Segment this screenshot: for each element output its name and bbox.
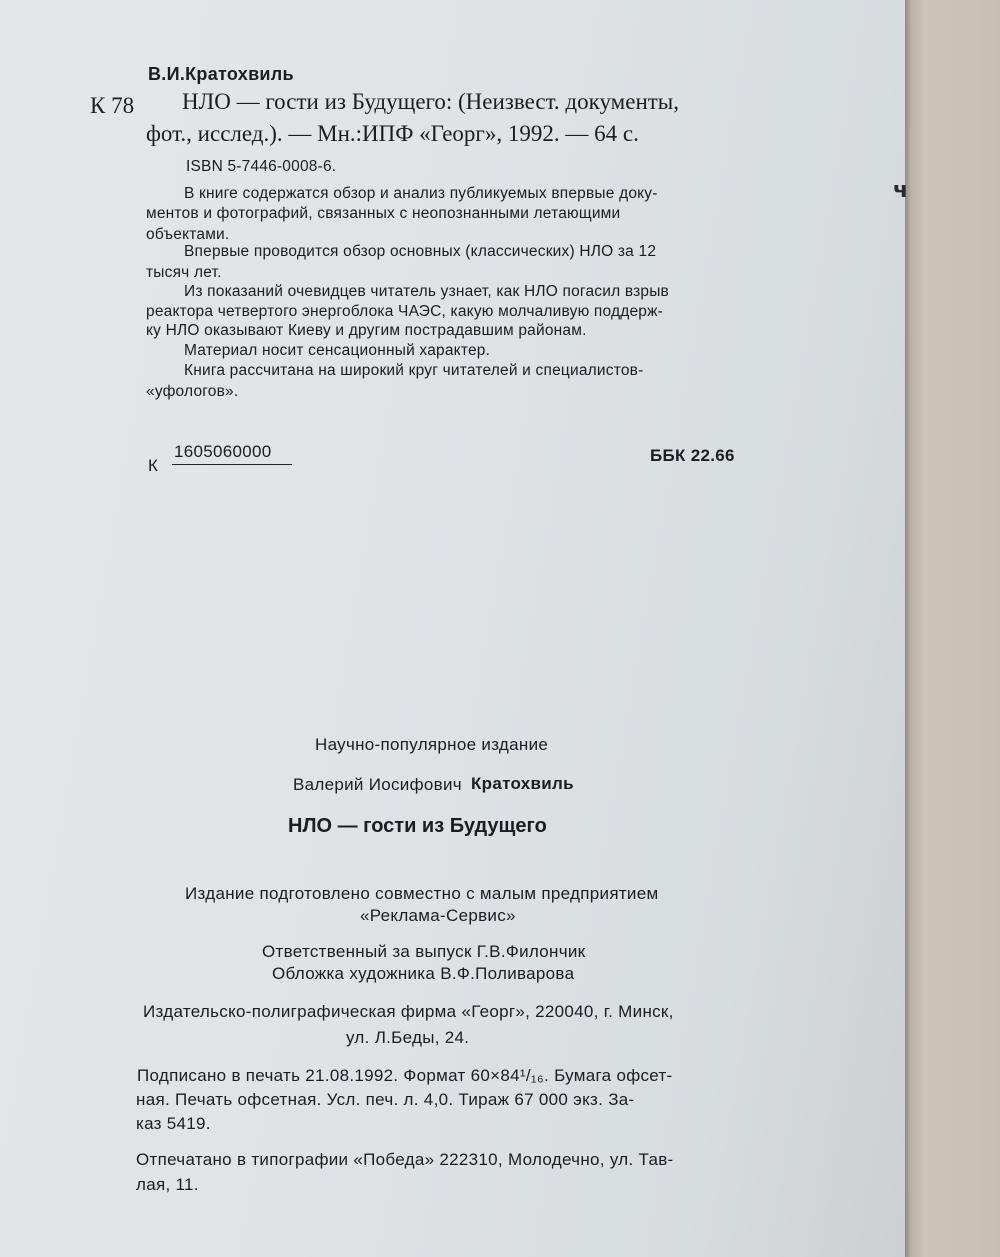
- publisher-line-2: ул. Л.Беды, 24.: [346, 1028, 470, 1047]
- abstract-line: Книга рассчитана на широкий круг читателей и специалистов-: [184, 362, 644, 379]
- index-code: К 78: [90, 93, 135, 118]
- abstract-line: реактора четвертого энергоблока ЧАЭС, какую молчаливую поддерж-: [146, 303, 664, 320]
- cover-artist: Обложка художника В.Ф.Поливарова: [272, 964, 575, 983]
- responsible-editor: Ответственный за выпуск Г.В.Филончик: [262, 942, 586, 961]
- abstract-line: Материал носит сенсационный характер.: [184, 342, 491, 359]
- abstract-line: В книге содержатся обзор и анализ публикуемых впервые доку-: [184, 185, 658, 202]
- abstract-line: Из показаний очевидцев читатель узнает, как НЛО погасил взрыв: [184, 283, 669, 300]
- abstract-line: тысяч лет.: [146, 264, 222, 281]
- prepared-line-2: «Реклама-Сервис»: [360, 906, 516, 925]
- abstract-line: «уфологов».: [146, 383, 239, 400]
- k-number: 1605060000: [174, 442, 272, 461]
- abstract-line: объектами.: [146, 226, 230, 243]
- prepared-line-1: Издание подготовлено совместно с малым предприятием: [185, 884, 659, 903]
- page-edge-mark: ч: [893, 178, 909, 203]
- edition-type: Научно-популярное издание: [315, 735, 549, 754]
- print-info-line-3: каз 5419.: [136, 1114, 211, 1133]
- book-spine-edge: [905, 0, 1000, 1257]
- isbn: ISBN 5-7446-0008-6.: [186, 158, 337, 175]
- print-info-line-1: Подписано в печать 21.08.1992. Формат 60×84¹/₁₆. Бумага офсет-: [137, 1066, 673, 1085]
- bbk-code: ББК 22.66: [650, 446, 735, 465]
- abstract-line: ментов и фотографий, связанных с неопознанными летающими: [146, 205, 621, 222]
- printed-at-line-1: Отпечатано в типографии «Победа» 222310, Молодечно, ул. Тав-: [136, 1150, 674, 1169]
- abstract-line: Впервые проводится обзор основных (классических) НЛО за 12: [184, 243, 657, 260]
- author-full-last: Кратохвиль: [471, 774, 574, 793]
- bibliographic-line-2: фот., исслед.). — Мн.:ИПФ «Георг», 1992. — 64 с.: [146, 121, 639, 146]
- printed-at-line-2: лая, 11.: [136, 1175, 199, 1194]
- author-short: В.И.Кратохвиль: [148, 64, 294, 84]
- book-title: НЛО — гости из Будущего: [288, 815, 547, 837]
- fraction-rule: [172, 464, 292, 465]
- publisher-line-1: Издательско-полиграфическая фирма «Георг», 220040, г. Минск,: [143, 1002, 674, 1021]
- print-info-line-2: ная. Печать офсетная. Усл. печ. л. 4,0. Тираж 67 000 экз. За-: [136, 1090, 635, 1109]
- abstract-line: ку НЛО оказывают Киеву и другим пострадавшим районам.: [146, 322, 587, 339]
- author-full-first: Валерий Иосифович: [293, 775, 462, 794]
- k-letter: К: [148, 456, 159, 475]
- bibliographic-line-1: НЛО — гости из Будущего: (Неизвест. документы,: [182, 89, 680, 114]
